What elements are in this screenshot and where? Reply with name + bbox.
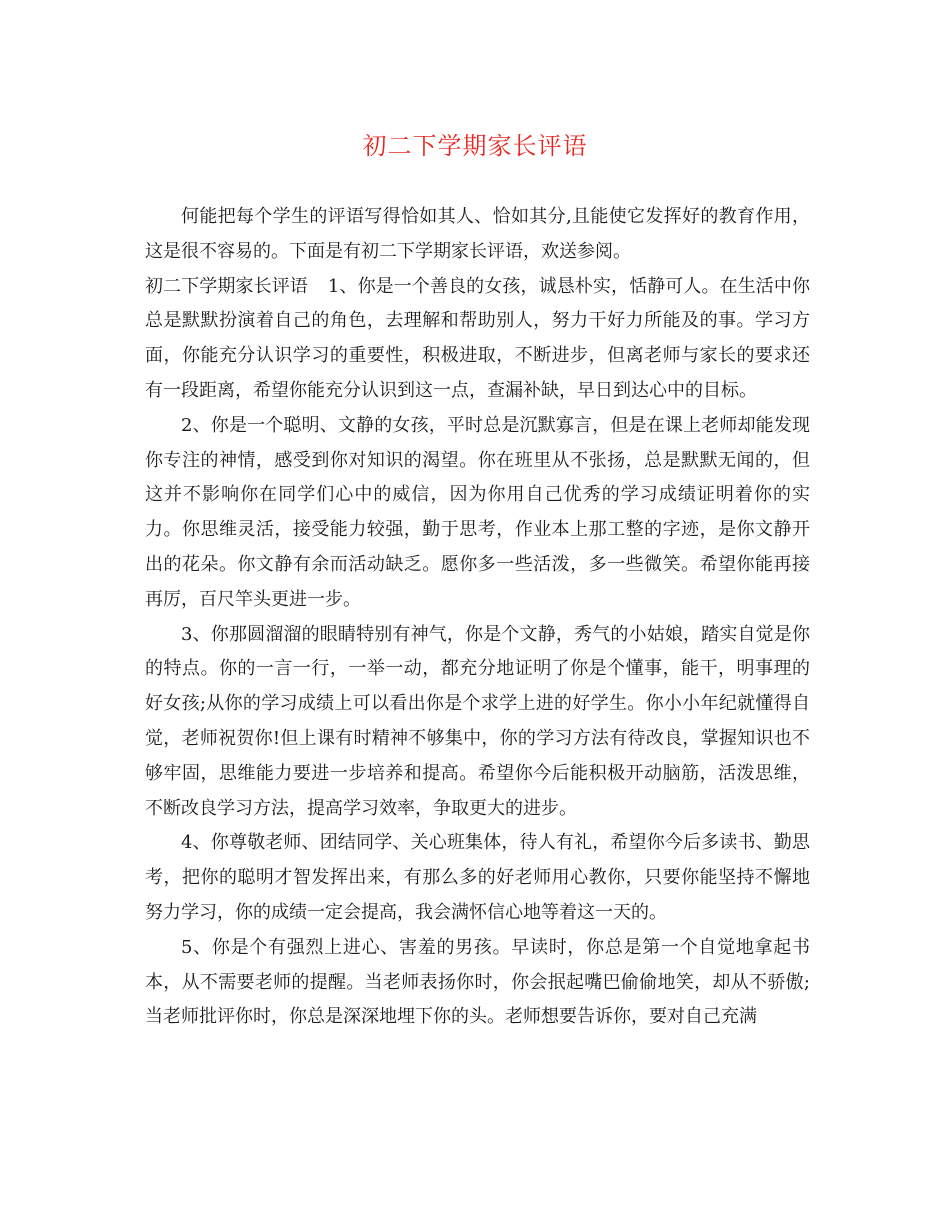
section-label: 初二下学期家长评语 (145, 275, 308, 297)
comment-paragraph-5: 5、你是个有强烈上进心、害羞的男孩。早读时，你总是第一个自觉地拿起书本，从不需要老师的提醒。当老师表扬你时，你会抿起嘴巴偷偷地笑，却从不骄傲;当老师批评你时，你总是深深地埋下你的头。老师想要告诉你，要对自己充满 (145, 936, 810, 1028)
comment-paragraph-2: 2、你是一个聪明、文静的女孩，平时总是沉默寡言，但是在课上老师却能发现你专注的神情，感受到你对知识的渴望。你在班里从不张扬，总是默默无闻的，但这并不影响你在同学们心中的威信，因为你用自己优秀的学习成绩证明着你的实力。你思维灵活，接受能力较强，勤于思考，作业本上那工整的字迹，是你文静开出的花朵。你文静有余而活动缺乏。愿你多一些活泼，多一些微笑。希望你能再接再厉，百尺竿头更进一步。 (145, 414, 810, 610)
intro-paragraph: 何能把每个学生的评语写得恰如其人、恰如其分,且能使它发挥好的教育作用，这是很不容易的。下面是有初二下学期家长评语，欢送参阅。 (145, 206, 810, 262)
document-title: 初二下学期家长评语 (362, 132, 588, 160)
comment-text-1: 1、你是一个善良的女孩，诚恳朴实，恬静可人。在生活中你总是默默扮演着自己的角色，去理解和帮助别人，努力干好力所能及的事。学习方面，你能充分认识学习的重要性，积极进取，不断进步，但离老师与家长的要求还有一段距离，希望你能充分认识到这一点，查漏补缺，早日到达心中的目标。 (145, 275, 811, 401)
document-body (145, 200, 810, 1035)
comment-paragraph-4: 4、你尊敬老师、团结同学、关心班集体，待人有礼，希望你今后多读书、勤思考，把你的聪明才智发挥出来，有那么多的好老师用心教你，只要你能坚持不懈地努力学习，你的成绩一定会提高，我会满怀信心地等着这一天的。 (145, 832, 810, 923)
comment-paragraph-1 (145, 270, 810, 409)
comment-paragraph-3: 3、你那圆溜溜的眼睛特别有神气，你是个文静，秀气的小姑娘，踏实自觉是你的特点。你的一言一行，一举一动，都充分地证明了你是个懂事，能干，明事理的好女孩;从你的学习成绩上可以看出你是个求学上进的好学生。你小小年纪就懂得自觉，老师祝贺你!但上课有时精神不够集中，你的学习方法有待改良，掌握知识也不够牢固，思维能力要进一步培养和提高。希望你今后能积极开动脑筋，活泼思维，不断改良学习方法，提高学习效率，争取更大的进步。 (145, 623, 810, 819)
